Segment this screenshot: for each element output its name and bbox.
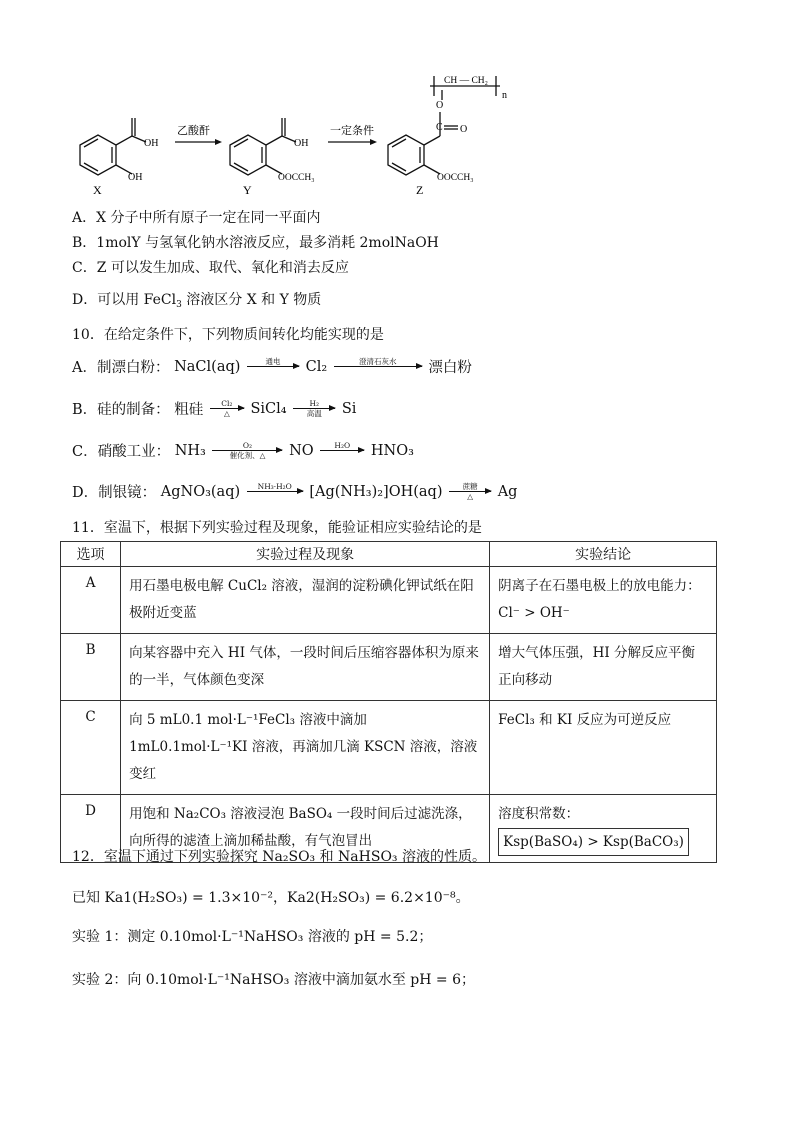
q10-option-b: B．硅的制备： 粗硅 Cl₂ △ SiCl₄ H₂ 高温 Si [72,399,357,418]
arrow-water: H₂O [320,441,364,460]
q9-option-d [72,290,321,312]
arrow-electrolysis: 通电 [247,357,299,376]
header-option: 选项 [61,542,121,567]
experiment-table [60,541,717,863]
benzene-ring-z [388,135,424,175]
q9-d-post: 溶液区分 X 和 Y 物质 [181,292,322,308]
arrow-chlorine: Cl₂ △ [210,399,244,418]
q9-option-a: A．X 分子中所有原子一定在同一平面内 [72,210,321,226]
polymer-n: n [502,90,507,101]
reaction-scheme [60,60,540,200]
x-acid-oh: OH [144,138,159,149]
label-y: Y [243,183,252,197]
q12-known: 已知 Ka1(H₂SO₃) = 1.3×10⁻²，Ka2(H₂SO₃) = 6.2×10⁻⁸。 [72,890,470,906]
label-z: Z [416,183,424,197]
benzene-ring-x [80,135,116,175]
arrow-ammonia: NH₃·H₂O [247,482,303,501]
table-row: B 向某容器中充入 HI 气体，一段时间后压缩容器体积为原来的一半，气体颜色变深 增大气体压强，HI 分解反应平衡正向移动 [61,634,717,701]
q11-stem: 11．室温下，根据下列实验过程及现象，能验证相应实验结论的是 [72,520,482,536]
z-carbonyl-o: O [460,124,468,135]
q10-option-a: A．制漂白粉： NaCl(aq) 通电 Cl₂ 澄清石灰水 漂白粉 [72,357,472,376]
reagent-conditions: 一定条件 [330,125,374,137]
z-carbonyl-c: C [436,122,443,133]
label-x: X [93,183,102,197]
z-ester-group: OOCCH₃ [437,173,474,183]
arrow-oxygen: O₂ 催化剂、△ [212,441,282,460]
y-acid-oh: OH [294,138,309,149]
ksp-label: 溶度积常数： [498,806,580,822]
reagent-acetic-anhydride: 乙酸酐 [177,125,210,137]
table-header-row [61,542,717,567]
y-ester-group: OOCCH₃ [278,173,315,183]
q9-d-sub: 3 [176,300,182,310]
arrow-limewater: 澄清石灰水 [334,357,422,376]
header-procedure: 实验过程及现象 [121,542,490,567]
q12-stem: 12．室温下通过下列实验探究 Na₂SO₃ 和 NaHSO₃ 溶液的性质。 [72,849,486,865]
q9-option-c: C．Z 可以发生加成、取代、氧化和消去反应 [72,260,349,276]
q10-option-c: C．硝酸工业： NH₃ O₂ 催化剂、△ NO H₂O HNO₃ [72,441,414,460]
q9-d-pre: D．可以用 FeCl [72,292,177,308]
q12-experiment-2: 实验 2：向 0.10mol·L⁻¹NaHSO₃ 溶液中滴加氨水至 pH = 6； [72,972,476,988]
table-row: C 向 5 mL0.1 mol·L⁻¹FeCl₃ 溶液中滴加 1mL0.1mol·L⁻¹KI 溶液，再滴加几滴 KSCN 溶液，溶液变红 FeCl₃ 和 KI 反应为可逆反应 [61,701,717,795]
x-phenol-oh: OH [128,172,143,183]
z-o-upper: O [436,100,444,111]
table-row: D 用饱和 Na₂CO₃ 溶液浸泡 BaSO₄ 一段时间后过滤洗涤，向所得的滤渣上滴加稀盐酸，有气泡冒出 溶度积常数： Ksp(BaSO₄) > Ksp(BaCO₃) [61,795,717,863]
q10-stem: 10．在给定条件下，下列物质间转化均能实现的是 [72,327,384,343]
benzene-ring-y [230,135,266,175]
q9-option-b: B．1molY 与氢氧化钠水溶液反应，最多消耗 2molNaOH [72,235,439,251]
polymer-backbone: CH — CH₂ [444,76,488,86]
q10-option-d: D．制银镜： AgNO₃(aq) NH₃·H₂O [Ag(NH₃)₂]OH(aq) 蔗糖 △ Ag [72,482,518,501]
header-conclusion: 实验结论 [490,542,717,567]
arrow-sucrose: 蔗糖 △ [449,482,491,501]
q12-experiment-1: 实验 1：测定 0.10mol·L⁻¹NaHSO₃ 溶液的 pH = 5.2； [72,929,433,945]
table-row: A 用石墨电极电解 CuCl₂ 溶液，湿润的淀粉碘化钾试纸在阳极附近变蓝 阴离子在石墨电极上的放电能力：Cl⁻ > OH⁻ [61,567,717,634]
ksp-comparison: Ksp(BaSO₄) > Ksp(BaCO₃) [498,828,689,856]
arrow-hydrogen: H₂ 高温 [293,399,335,418]
